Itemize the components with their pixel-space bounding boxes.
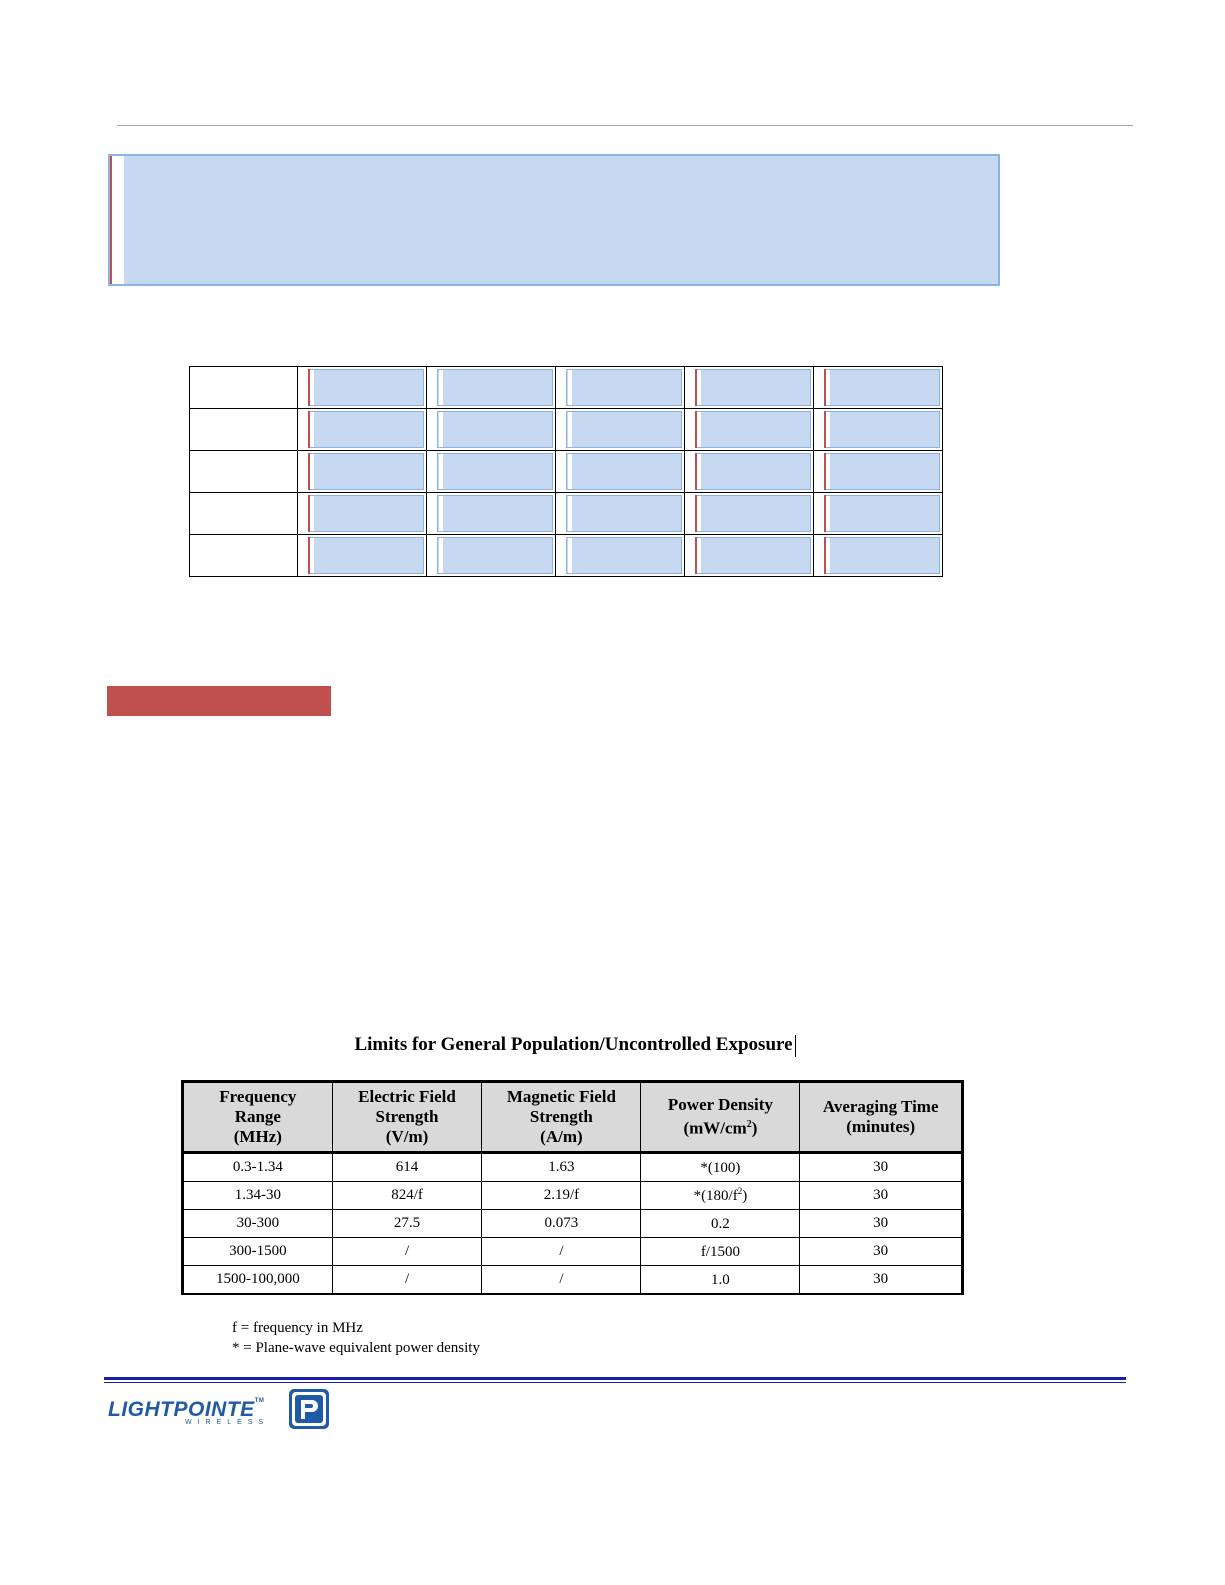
table-row (183, 1210, 963, 1238)
table-notes (232, 1318, 480, 1358)
form-field[interactable] (556, 535, 685, 577)
form-row-label (190, 367, 298, 409)
cell-frequency: 300-1500 (183, 1238, 333, 1266)
header-electric-field: Electric Field Strength (V/m) (332, 1082, 482, 1153)
header-averaging-time: Averaging Time (minutes) (800, 1082, 963, 1153)
form-field[interactable] (685, 451, 814, 493)
form-grid (189, 366, 943, 577)
cell-power: 1.0 (641, 1266, 800, 1295)
note-plane-wave: * = Plane-wave equivalent power density (232, 1340, 480, 1356)
company-logo-wordmark: LIGHTPOINTE™ (108, 1398, 265, 1421)
form-field[interactable] (556, 493, 685, 535)
banner-edge-gap (112, 156, 124, 284)
form-field[interactable] (298, 451, 427, 493)
footer-rule (104, 1377, 1126, 1380)
cell-power: 0.2 (641, 1210, 800, 1238)
header-frequency: Frequency Range (MHz) (183, 1082, 333, 1153)
cell-electric: 27.5 (332, 1210, 482, 1238)
form-field[interactable] (298, 367, 427, 409)
header-magnetic-field: Magnetic Field Strength (A/m) (482, 1082, 641, 1153)
form-field[interactable] (298, 409, 427, 451)
cell-power: f/1500 (641, 1238, 800, 1266)
form-field[interactable] (814, 409, 943, 451)
cell-magnetic: / (482, 1266, 641, 1295)
form-field[interactable] (685, 367, 814, 409)
form-row (190, 493, 943, 535)
cell-magnetic: / (482, 1238, 641, 1266)
cell-magnetic: 1.63 (482, 1153, 641, 1182)
form-field[interactable] (427, 493, 556, 535)
cell-frequency: 1.34-30 (183, 1182, 333, 1210)
cell-frequency: 30-300 (183, 1210, 333, 1238)
form-field[interactable] (298, 493, 427, 535)
form-row (190, 367, 943, 409)
cell-averaging: 30 (800, 1238, 963, 1266)
form-field[interactable] (685, 535, 814, 577)
note-frequency: f = frequency in MHz (232, 1320, 363, 1336)
section-heading-bar (107, 686, 331, 716)
cell-magnetic: 2.19/f (482, 1182, 641, 1210)
cell-frequency: 1500-100,000 (183, 1266, 333, 1295)
form-field[interactable] (427, 451, 556, 493)
form-field[interactable] (814, 535, 943, 577)
form-field[interactable] (814, 367, 943, 409)
cell-electric: / (332, 1266, 482, 1295)
form-row (190, 409, 943, 451)
title-banner-field[interactable] (108, 154, 1000, 286)
cell-electric: 614 (332, 1153, 482, 1182)
cell-electric: / (332, 1238, 482, 1266)
form-field[interactable] (814, 451, 943, 493)
text-cursor (795, 1035, 796, 1057)
footer-rule-thin (104, 1382, 1126, 1383)
cell-averaging: 30 (800, 1182, 963, 1210)
limits-table (181, 1080, 964, 1295)
form-row-label (190, 535, 298, 577)
form-field[interactable] (556, 367, 685, 409)
cell-magnetic: 0.073 (482, 1210, 641, 1238)
cell-power: *(100) (641, 1153, 800, 1182)
header-rule (117, 125, 1133, 126)
form-field[interactable] (427, 535, 556, 577)
cell-averaging: 30 (800, 1153, 963, 1182)
cell-electric: 824/f (332, 1182, 482, 1210)
form-row-label (190, 451, 298, 493)
header-power-density: Power Density $(mW/cm^2)$ (641, 1082, 800, 1153)
form-field[interactable] (685, 493, 814, 535)
cell-frequency: 0.3-1.34 (183, 1153, 333, 1182)
form-row-label (190, 493, 298, 535)
table-row (183, 1182, 963, 1210)
table-row (183, 1238, 963, 1266)
limits-table-title (0, 1034, 1150, 1057)
form-field[interactable] (427, 409, 556, 451)
form-field[interactable] (556, 451, 685, 493)
form-field[interactable] (427, 367, 556, 409)
company-logo-subtitle: WIRELESS (185, 1419, 270, 1426)
limits-title-text: Limits for General Population/Uncontrolled Exposure (354, 1034, 793, 1055)
form-row-label (190, 409, 298, 451)
form-field[interactable] (685, 409, 814, 451)
limits-header-row (183, 1082, 963, 1153)
table-row (183, 1266, 963, 1295)
cell-averaging: 30 (800, 1266, 963, 1295)
company-logo-icon (288, 1388, 330, 1430)
form-field[interactable] (814, 493, 943, 535)
cell-averaging: 30 (800, 1210, 963, 1238)
form-field[interactable] (298, 535, 427, 577)
form-row (190, 451, 943, 493)
form-row (190, 535, 943, 577)
table-row (183, 1153, 963, 1182)
form-field[interactable] (556, 409, 685, 451)
cell-power: $*(180/f^2)$ (641, 1182, 800, 1210)
